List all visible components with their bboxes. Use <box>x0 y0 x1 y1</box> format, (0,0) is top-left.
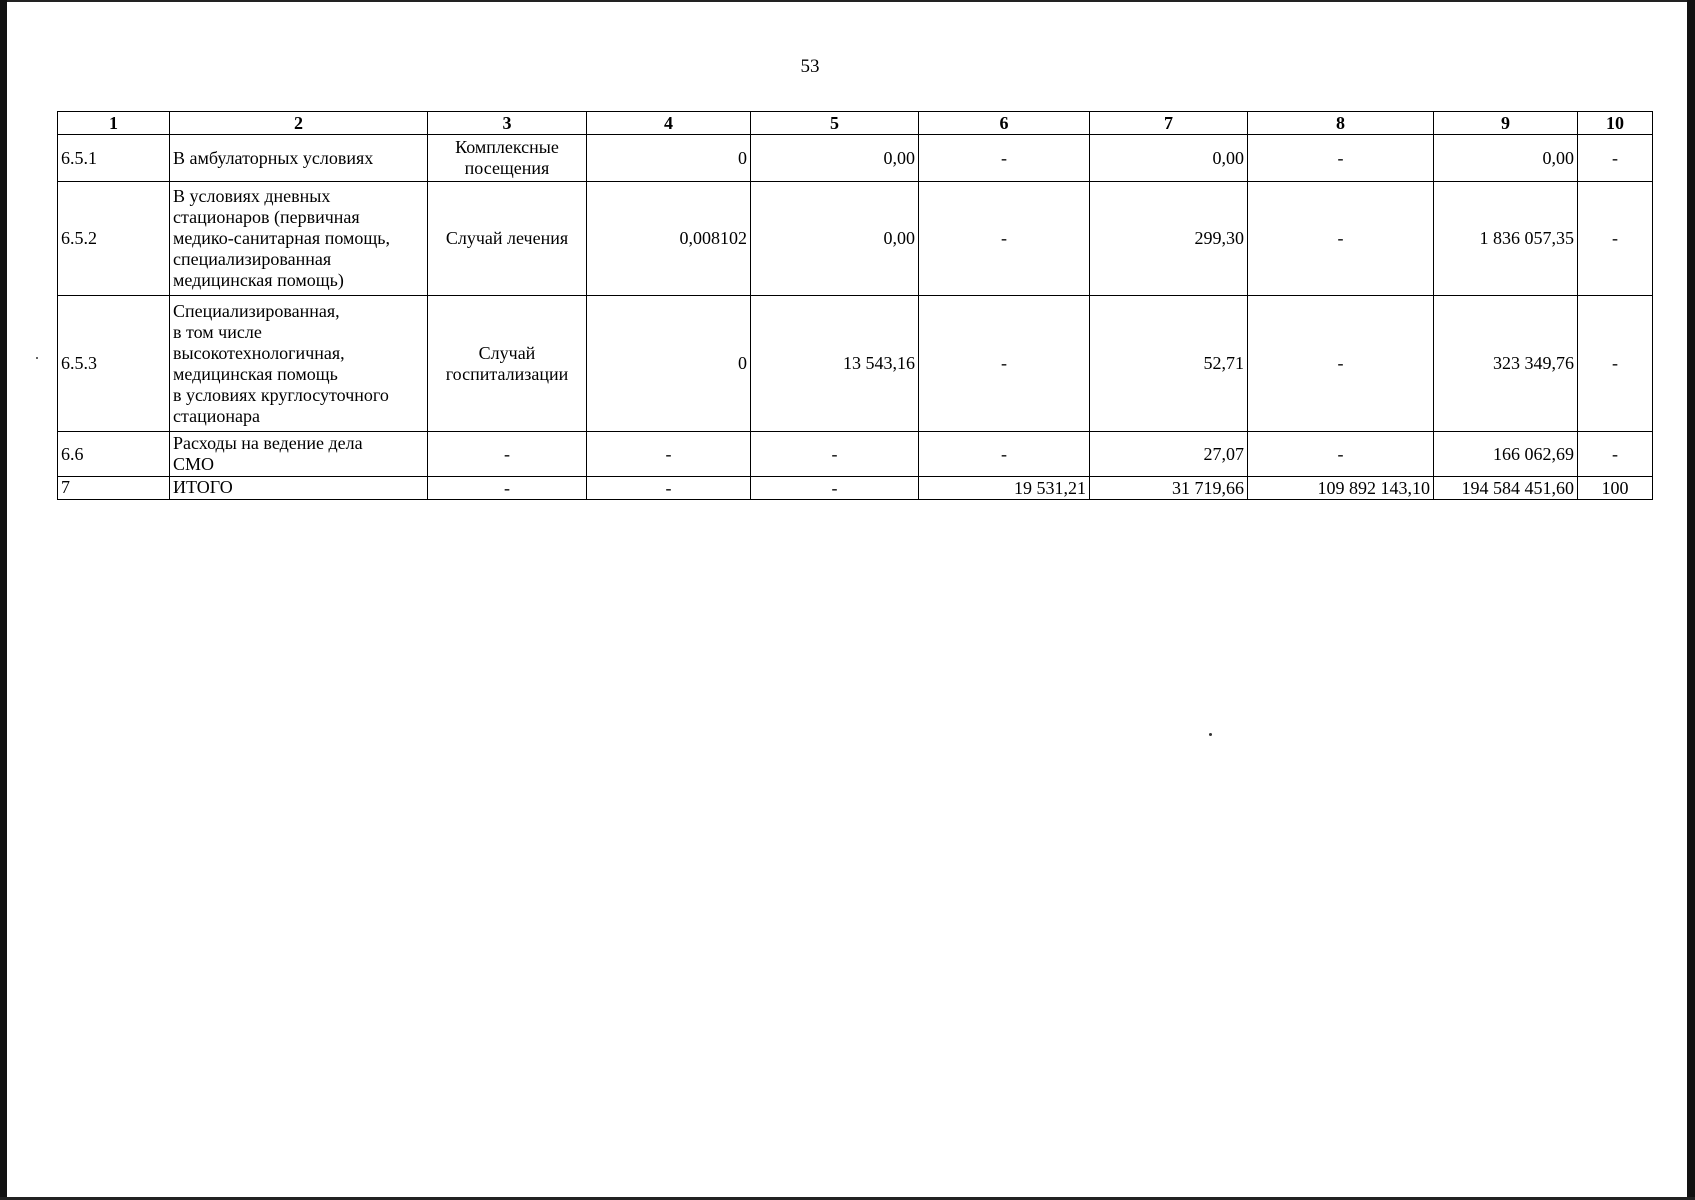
row-name-line: В амбулаторных условиях <box>173 147 374 168</box>
row-unit <box>428 296 587 432</box>
row-name-line: медицинская помощь <box>173 363 338 384</box>
scan-edge-left <box>0 0 7 1200</box>
scan-edge-right <box>1687 0 1695 1200</box>
table-row <box>58 296 1653 432</box>
cell-col9: 0,00 <box>1434 135 1578 182</box>
row-name-line: высокотехнологичная, <box>173 342 345 363</box>
cell-col10: - <box>1578 432 1653 477</box>
cell-col7: 31 719,66 <box>1090 477 1248 500</box>
cell-col6: - <box>919 182 1090 296</box>
cell-col10: - <box>1578 296 1653 432</box>
row-code: 6.5.1 <box>58 135 170 182</box>
row-code: 7 <box>58 477 170 500</box>
cell-col5: - <box>751 477 919 500</box>
cell-col10: - <box>1578 135 1653 182</box>
cell-col4: 0 <box>587 296 751 432</box>
cell-col10: - <box>1578 182 1653 296</box>
column-header: 4 <box>587 112 751 135</box>
row-unit-line: Комплексные <box>455 137 559 157</box>
row-name-line: Расходы на ведение дела <box>173 433 363 453</box>
table-row <box>58 432 1653 477</box>
row-unit-line: Случай лечения <box>445 228 569 248</box>
cell-col5: 0,00 <box>751 135 919 182</box>
budget-table <box>57 111 1653 500</box>
cell-col9: 194 584 451,60 <box>1434 477 1578 500</box>
cell-col5: - <box>751 432 919 477</box>
row-unit-line: посещения <box>464 158 550 178</box>
row-name-line: медицинская помощь) <box>173 270 344 290</box>
table-row <box>58 135 1653 182</box>
column-header: 2 <box>170 112 428 135</box>
cell-col8: - <box>1248 135 1434 182</box>
row-name <box>170 432 428 477</box>
row-name-line: в условиях круглосуточного <box>173 384 389 405</box>
cell-col9: 1 836 057,35 <box>1434 182 1578 296</box>
cell-col5: 0,00 <box>751 182 919 296</box>
cell-col5: 13 543,16 <box>751 296 919 432</box>
cell-col7: 299,30 <box>1090 182 1248 296</box>
cell-col4: - <box>587 432 751 477</box>
table-row <box>58 182 1653 296</box>
column-header: 9 <box>1434 112 1578 135</box>
row-name <box>170 477 428 500</box>
column-header: 10 <box>1578 112 1653 135</box>
column-header: 8 <box>1248 112 1434 135</box>
row-unit <box>428 182 587 296</box>
row-name-line: ИТОГО <box>173 477 233 497</box>
row-name-line: СМО <box>173 454 215 474</box>
column-header: 5 <box>751 112 919 135</box>
row-code: 6.5.3 <box>58 296 170 432</box>
cell-col8: - <box>1248 296 1434 432</box>
cell-col9: 166 062,69 <box>1434 432 1578 477</box>
cell-col7: 27,07 <box>1090 432 1248 477</box>
row-code: 6.6 <box>58 432 170 477</box>
row-code: 6.5.2 <box>58 182 170 296</box>
cell-col7: 52,71 <box>1090 296 1248 432</box>
row-name-line: в том числе <box>173 321 262 342</box>
row-unit-line: - <box>504 443 510 464</box>
cell-col4: - <box>587 477 751 500</box>
cell-col7: 0,00 <box>1090 135 1248 182</box>
row-unit <box>428 135 587 182</box>
row-unit-line: госпитализации <box>445 363 569 384</box>
column-header: 1 <box>58 112 170 135</box>
page-number: 53 <box>800 56 820 77</box>
row-name <box>170 135 428 182</box>
row-unit-line: - <box>504 477 510 498</box>
cell-col4: 0 <box>587 135 751 182</box>
cell-col9: 323 349,76 <box>1434 296 1578 432</box>
cell-col10: 100 <box>1578 477 1653 500</box>
column-number-header-row <box>58 112 1653 135</box>
row-name <box>170 296 428 432</box>
column-header: 7 <box>1090 112 1248 135</box>
column-header: 6 <box>919 112 1090 135</box>
scan-speck <box>1209 733 1212 736</box>
table-row-total <box>58 477 1653 500</box>
row-name <box>170 182 428 296</box>
row-name-line: специализированная <box>173 249 332 269</box>
row-unit <box>428 477 587 500</box>
row-name-line: Специализированная, <box>173 300 340 321</box>
cell-col8: 109 892 143,10 <box>1248 477 1434 500</box>
row-name-line: стационаров (первичная <box>173 207 360 227</box>
row-name-line: В условиях дневных <box>173 186 331 206</box>
row-name-line: стационара <box>173 405 260 426</box>
cell-col6: - <box>919 135 1090 182</box>
cell-col8: - <box>1248 182 1434 296</box>
row-unit <box>428 432 587 477</box>
cell-col4: 0,008102 <box>587 182 751 296</box>
scan-edge-top <box>0 0 1695 2</box>
cell-col6: - <box>919 296 1090 432</box>
scan-speck <box>36 357 38 359</box>
row-name-line: медико-санитарная помощь, <box>173 228 390 248</box>
cell-col6: 19 531,21 <box>919 477 1090 500</box>
cell-col6: - <box>919 432 1090 477</box>
column-header: 3 <box>428 112 587 135</box>
row-unit-line: Случай <box>478 342 536 363</box>
cell-col8: - <box>1248 432 1434 477</box>
